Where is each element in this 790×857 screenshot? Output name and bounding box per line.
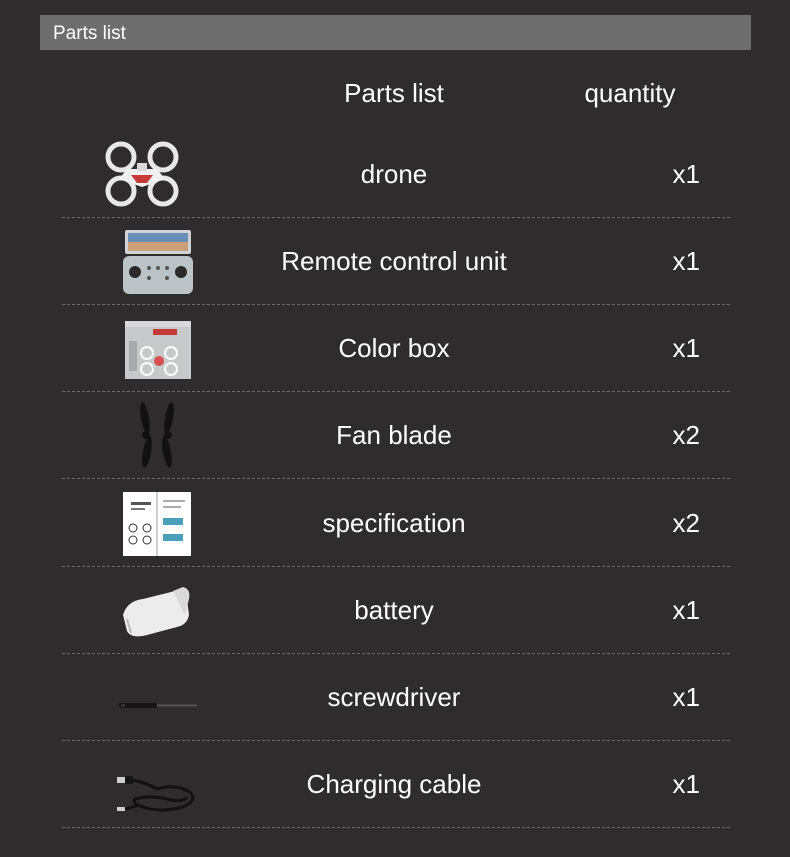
item-quantity: x1 (672, 246, 700, 276)
header-title: Parts list (53, 23, 126, 44)
item-name: Charging cable (306, 769, 482, 799)
table-row (62, 392, 730, 479)
drone-icon (87, 139, 197, 209)
remote-control-icon (87, 226, 197, 296)
table-row (62, 654, 730, 741)
table-row (62, 218, 730, 305)
item-name: drone (360, 159, 428, 189)
item-quantity: x1 (672, 769, 700, 799)
charging-cable-icon (87, 749, 197, 819)
table-row (62, 305, 730, 392)
item-quantity: x2 (672, 508, 700, 538)
column-header-parts: Parts list (344, 78, 444, 108)
item-name: specification (322, 508, 466, 538)
table-row (62, 131, 730, 218)
item-quantity: x2 (672, 420, 700, 450)
table-row (62, 567, 730, 654)
screwdriver-icon (87, 662, 197, 732)
battery-icon (87, 575, 197, 645)
table-row (62, 480, 730, 567)
item-name: battery (354, 595, 434, 625)
column-header-quantity: quantity (584, 78, 676, 108)
item-quantity: x1 (672, 159, 700, 189)
fan-blade-icon (87, 400, 197, 470)
item-name: Color box (338, 333, 450, 363)
table-row (62, 741, 730, 828)
row-divider (62, 478, 730, 479)
manual-icon (87, 488, 197, 558)
item-name: screwdriver (327, 682, 461, 712)
item-quantity: x1 (672, 595, 700, 625)
item-quantity: x1 (672, 682, 700, 712)
row-divider (62, 827, 730, 828)
header-bar (40, 15, 751, 50)
item-name: Remote control unit (281, 246, 507, 276)
item-name: Fan blade (336, 420, 452, 450)
color-box-icon (87, 313, 197, 383)
item-quantity: x1 (672, 333, 700, 363)
